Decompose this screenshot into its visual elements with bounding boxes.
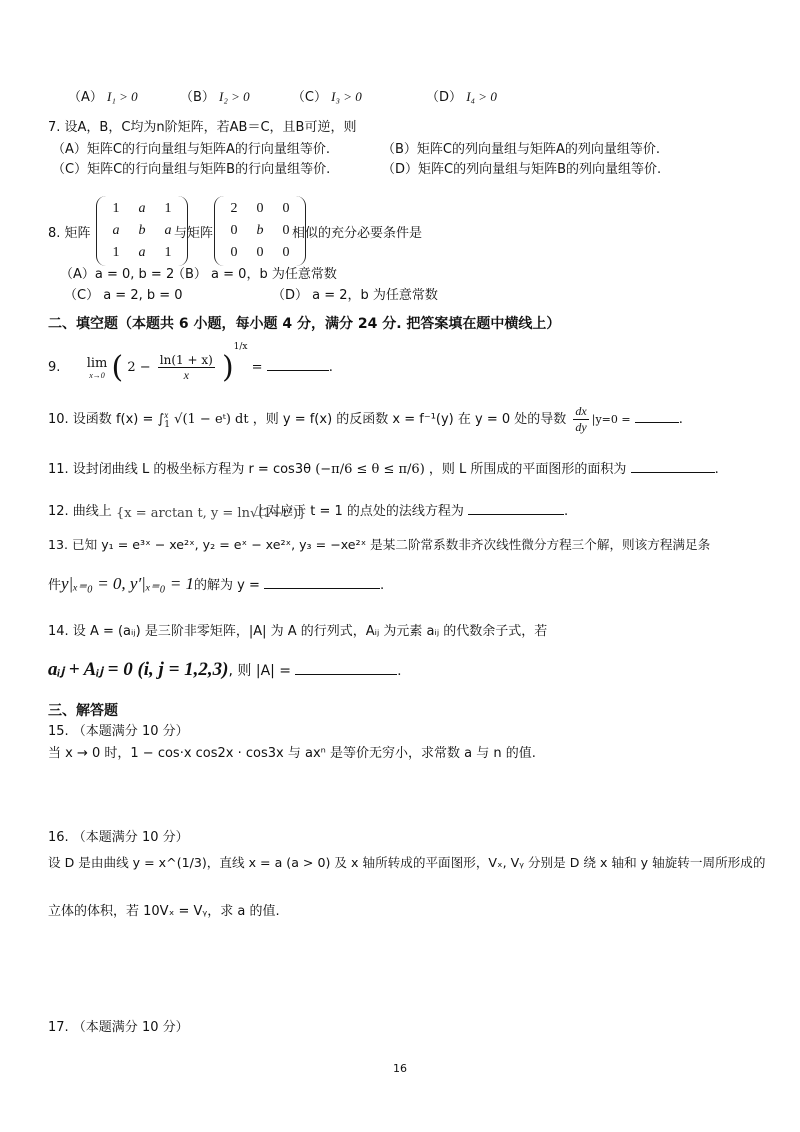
q12-garbled-equation: {x = arctan t, y = ln√(1+t²)} <box>115 505 307 521</box>
q10-lower: 1 <box>164 419 171 430</box>
q7-stem: 7. 设A，B，C均为n阶矩阵，若AB＝C，且B可逆，则 <box>48 120 357 135</box>
q9-paren-left: ( <box>111 350 124 385</box>
q12-text-a: 12. 曲线上 <box>48 504 112 519</box>
matrix-cell: a <box>164 223 172 238</box>
q11-answer-blank[interactable] <box>631 460 715 473</box>
q14-end: . <box>397 664 402 679</box>
q6-option-a-label: （A） <box>68 90 103 105</box>
matrix-cell: 0 <box>230 245 238 260</box>
q9-number: 9. <box>48 360 61 375</box>
q13-text-a: 13. 已知 y₁ = e³ˣ − xe²ˣ, y₂ = eˣ − xe²ˣ, y₃ = −xe²ˣ 是某二阶常系数非齐次线性微分方程三个解，则该方程满足条 <box>48 537 711 552</box>
matrix-cell: 1 <box>112 245 120 260</box>
q6-option-a-expr: I₁ > 0 <box>107 89 138 104</box>
q6-option-b-expr: I₂ > 0 <box>219 89 250 104</box>
q11-text-a: 11. 设封闭曲线 L 的极坐标方程为 r = cos3θ <box>48 462 312 477</box>
q12-end: . <box>564 504 569 519</box>
q13-text-c: 的解为 y = <box>194 578 260 593</box>
q13-text-b: 件 <box>48 578 62 593</box>
q9-exponent: 1/x <box>233 342 248 352</box>
q13-end: . <box>380 578 385 593</box>
q14-line-2 <box>48 658 401 681</box>
q10-upper: x <box>164 409 169 420</box>
q9-equals: = <box>251 360 263 375</box>
q6-options <box>68 86 497 105</box>
q11-end: . <box>714 462 719 477</box>
q7-option-a: （A）矩阵C的行向量组与矩阵A的行向量组等价. <box>52 142 330 157</box>
q10-eval: |y=0 = <box>591 413 631 426</box>
matrix-cell: 0 <box>282 201 290 216</box>
q9-fraction-num: ln(1 + x) <box>159 352 213 367</box>
q16-heading: 16. （本题满分 10 分） <box>48 830 189 845</box>
q10-limits <box>164 410 170 430</box>
q8-number: 8. 矩阵 <box>48 226 91 241</box>
q13-answer-blank[interactable] <box>264 576 380 589</box>
q9-two: 2 − <box>127 360 151 375</box>
matrix-cell: 2 <box>230 201 238 216</box>
q14-answer-blank[interactable] <box>295 662 397 675</box>
q12-text-b: 上对应于 t = 1 的点处的法线方程为 <box>254 504 464 519</box>
q6-option-c-expr: I₃ > 0 <box>331 89 362 104</box>
matrix-cell: 0 <box>282 223 290 238</box>
q11-condition: (−π/6 ≤ θ ≤ π/6) <box>315 462 425 477</box>
q8-mid-text: 与矩阵 <box>174 226 214 241</box>
q13-condition: y|ₓ₌₀ = 0, y′|ₓ₌₀ = 1 <box>61 574 195 593</box>
q6-option-d-label: （D） <box>426 90 463 105</box>
matrix-cell: 0 <box>230 223 238 238</box>
q11-line <box>48 458 719 477</box>
q9-limit <box>87 356 108 380</box>
matrix-cell: a <box>112 223 120 238</box>
q7-option-c: （C）矩阵C的行向量组与矩阵B的行向量组等价. <box>52 162 331 177</box>
q6-option-c-label: （C） <box>291 90 327 105</box>
q8-option-c: （C） a = 2, b = 0 <box>64 288 183 303</box>
q13-line-2 <box>48 574 384 594</box>
matrix-cell: 1 <box>112 201 120 216</box>
matrix-cell: 1 <box>164 245 172 260</box>
section-2-heading: 二、填空题（本题共 6 小题，每小题 4 分，满分 24 分. 把答案填在题中横线上） <box>48 316 561 332</box>
page-number: 16 <box>393 1062 407 1075</box>
matrix-cell: a <box>138 201 146 216</box>
q7-option-b: （B）矩阵C的列向量组与矩阵A的列向量组等价. <box>382 142 661 157</box>
q10-integrand: √(1 − eᵗ) dt <box>174 412 249 427</box>
q8-option-d: （D） a = 2，b 为任意常数 <box>272 288 438 303</box>
q10-text-a: 10. 设函数 f(x) = ∫ <box>48 412 165 427</box>
q9-line <box>48 342 333 385</box>
matrix-cell: 0 <box>256 201 264 216</box>
q10-end: . <box>678 412 683 427</box>
q7-option-d: （D）矩阵C的列向量组与矩阵B的列向量组等价. <box>382 162 662 177</box>
matrix-cell: b <box>256 223 264 238</box>
q9-lim-word: lim <box>86 355 108 371</box>
q6-option-d-expr: I₄ > 0 <box>466 89 497 104</box>
q9-fraction-den: x <box>183 367 189 382</box>
q6-option-b-label: （B） <box>179 90 215 105</box>
q16-body-b: 立体的体积，若 10Vₓ = Vᵧ，求 a 的值. <box>48 904 280 919</box>
matrix-cell: b <box>138 223 146 238</box>
q14-condition: aᵢⱼ + Aᵢⱼ = 0 (i, j = 1,2,3) <box>48 659 229 680</box>
matrix-cell: 1 <box>164 201 172 216</box>
q16-body-a: 设 D 是由曲线 y = x^(1/3)，直线 x = a (a > 0) 及 x 轴所转成的平面图形，Vₓ, Vᵧ 分别是 D 绕 x 轴和 y 轴旋转一周所形成的 <box>48 855 766 870</box>
q10-deriv-num: dx <box>575 404 587 418</box>
q14-text-a: 14. 设 A = (aᵢⱼ) 是三阶非零矩阵，|A| 为 A 的行列式，Aᵢⱼ 为元素 aᵢⱼ 的代数余子式，若 <box>48 624 548 639</box>
q14-text-b: , 则 |A| = <box>228 663 292 679</box>
q8-tail-text: 相似的充分必要条件是 <box>292 226 423 241</box>
q12-line <box>48 500 568 519</box>
matrix-cell: 0 <box>256 245 264 260</box>
q10-line <box>48 404 683 435</box>
q10-answer-blank[interactable] <box>635 410 679 423</box>
q9-fraction <box>158 353 215 383</box>
q9-lim-sub: x→0 <box>89 370 105 380</box>
matrix-cell: 0 <box>282 245 290 260</box>
q11-text-b: ，则 L 所围成的平面图形的面积为 <box>428 462 627 477</box>
matrix-cell: a <box>138 245 146 260</box>
q10-deriv-den: dy <box>575 420 587 434</box>
q8-option-a: （A）a = 0, b = 2 <box>60 267 175 282</box>
q9-answer-blank[interactable] <box>267 358 329 371</box>
q10-text-b: ，则 y = f(x) 的反函数 x = f⁻¹(y) 在 y = 0 处的导数 <box>252 412 567 427</box>
q9-paren-right: ) <box>221 350 234 385</box>
q15-body: 当 x → 0 时，1 − cos·x cos2x · cos3x 与 axⁿ 是等价无穷小，求常数 a 与 n 的值. <box>48 746 536 761</box>
q10-derivative <box>573 404 588 435</box>
q8-option-b: （B） a = 0，b 为任意常数 <box>172 267 337 282</box>
q12-answer-blank[interactable] <box>468 502 564 515</box>
q9-end: . <box>328 360 333 375</box>
q17-heading: 17. （本题满分 10 分） <box>48 1020 189 1035</box>
section-3-heading: 三、解答题 <box>48 703 118 719</box>
q15-heading: 15. （本题满分 10 分） <box>48 724 189 739</box>
